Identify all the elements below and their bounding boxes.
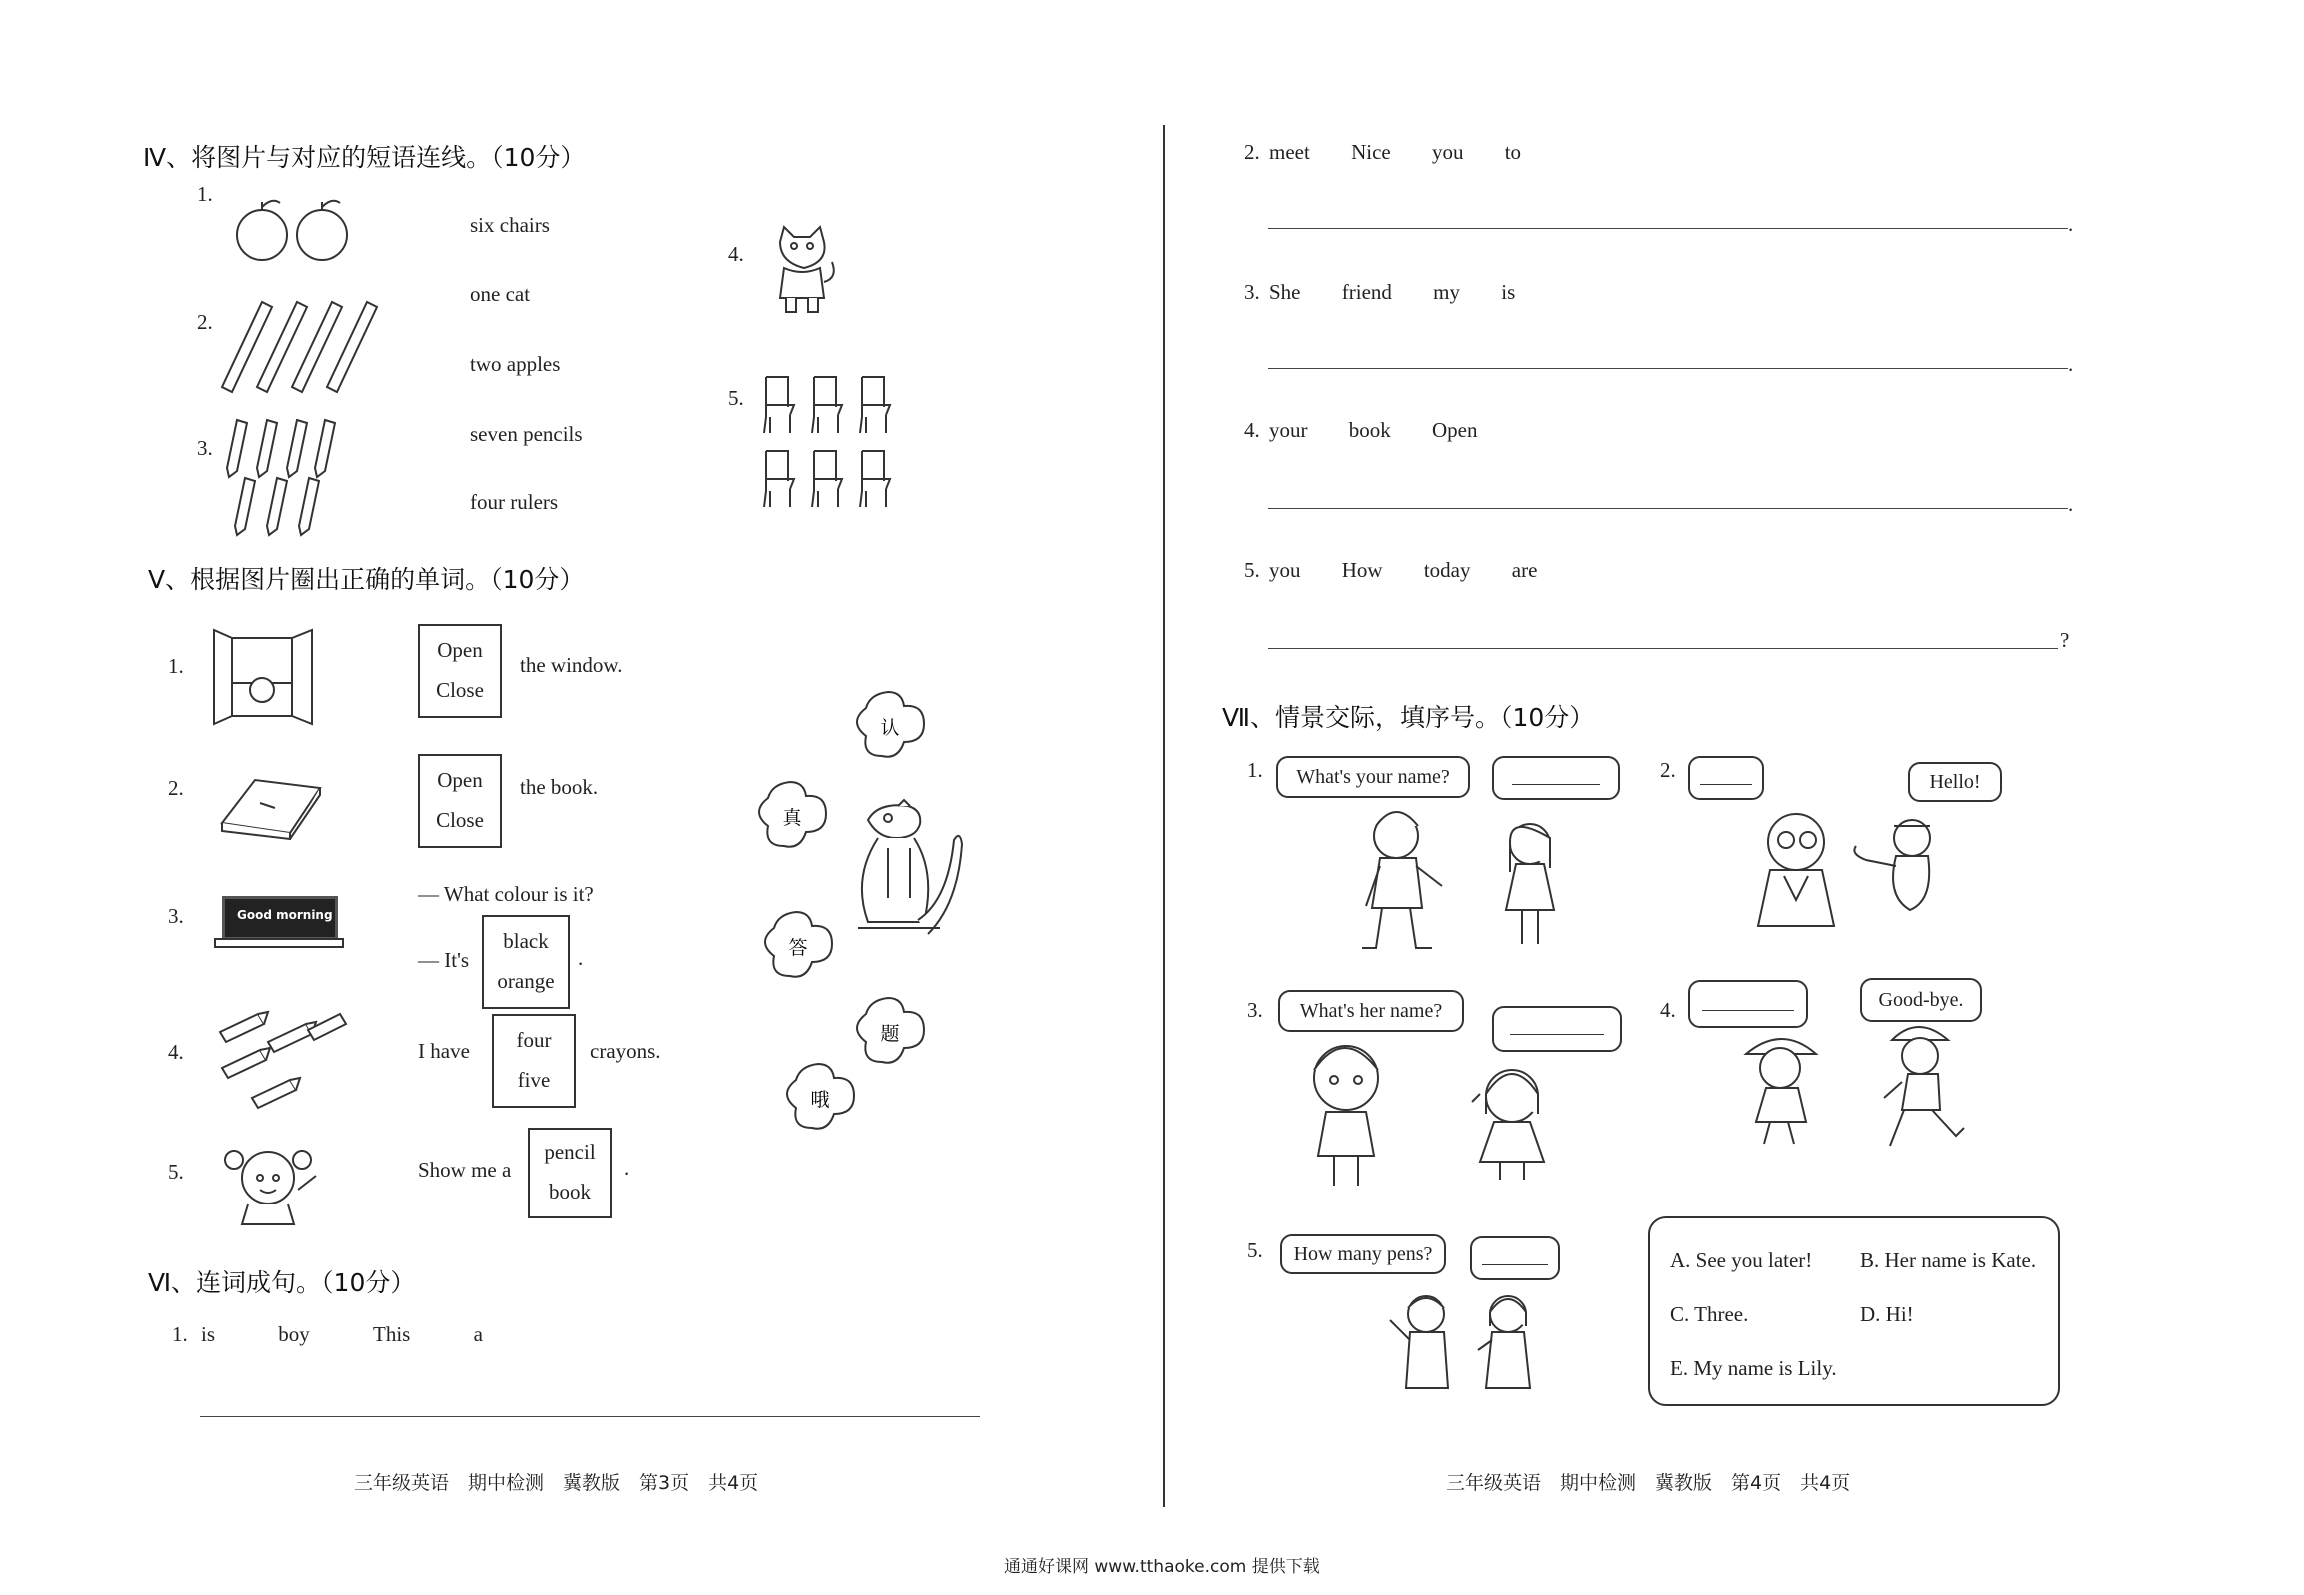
answer-bubble[interactable] bbox=[1688, 756, 1764, 800]
phrase: four rulers bbox=[470, 490, 559, 514]
girl-with-hat-picture bbox=[1736, 1030, 1826, 1150]
option-orange[interactable]: orange bbox=[497, 969, 555, 993]
boy-picture bbox=[1386, 1290, 1466, 1400]
word: is bbox=[201, 1322, 216, 1346]
option-book[interactable]: book bbox=[549, 1180, 591, 1204]
word: She bbox=[1269, 280, 1301, 304]
item-number: 2. bbox=[1244, 140, 1260, 164]
item-number: 4. bbox=[1244, 418, 1260, 442]
word: meet bbox=[1269, 140, 1310, 164]
section-6-title: Ⅵ、连词成句。（10分） bbox=[148, 1268, 416, 1297]
crayons-picture bbox=[218, 1010, 353, 1105]
option-pencil[interactable]: pencil bbox=[544, 1140, 596, 1164]
option-e: E. My name is Lily. bbox=[1670, 1356, 1837, 1380]
answer-bubble[interactable] bbox=[1688, 980, 1808, 1028]
flower-char: 认 bbox=[880, 717, 900, 739]
flower-char: 答 bbox=[788, 937, 808, 959]
word: boy bbox=[278, 1322, 310, 1346]
phrase: one cat bbox=[470, 282, 531, 306]
speech-bubble: Good-bye. bbox=[1860, 978, 1982, 1022]
flower-decoration bbox=[758, 910, 838, 982]
flower-char: 哦 bbox=[810, 1089, 830, 1111]
word: your bbox=[1269, 418, 1308, 442]
option-four[interactable]: four bbox=[516, 1028, 552, 1052]
word-choice-box[interactable] bbox=[528, 1128, 612, 1218]
section-4-title: Ⅳ、将图片与对应的短语连线。（10分） bbox=[143, 143, 586, 172]
book-picture bbox=[220, 778, 325, 838]
source-watermark: 通通好课网 www.tthaoke.com 提供下载 bbox=[1004, 1557, 1320, 1577]
scrambled-sentence-4 bbox=[1244, 418, 1478, 443]
word: is bbox=[1501, 280, 1516, 304]
phrase: two apples bbox=[470, 352, 561, 376]
item-number: 3. bbox=[1247, 998, 1263, 1022]
cat-picture bbox=[770, 222, 835, 317]
flower-decoration bbox=[752, 780, 832, 852]
boy-picture bbox=[1350, 806, 1460, 956]
word: friend bbox=[1341, 280, 1392, 304]
word: you bbox=[1431, 140, 1464, 164]
item-number: 1. bbox=[197, 182, 213, 206]
answer-line[interactable] bbox=[1268, 368, 2068, 369]
sentence-end-mark: . bbox=[2068, 352, 2074, 376]
page-divider bbox=[1163, 125, 1165, 1507]
option-black[interactable]: black bbox=[503, 929, 549, 953]
phrase: seven pencils bbox=[470, 422, 583, 446]
item-number: 4. bbox=[1660, 998, 1676, 1022]
speech-bubble: How many pens? bbox=[1280, 1234, 1446, 1274]
word: are bbox=[1511, 558, 1538, 582]
word: a bbox=[473, 1322, 483, 1346]
item-number: 5. bbox=[728, 386, 744, 410]
character-waving-picture bbox=[1840, 808, 1950, 918]
answer-bubble[interactable] bbox=[1492, 1006, 1622, 1052]
scrambled-sentence-5 bbox=[1244, 558, 1537, 583]
sentence-start: — It's bbox=[418, 948, 470, 972]
word: you bbox=[1269, 558, 1301, 582]
sentence-end: the window. bbox=[520, 653, 623, 677]
boy-running-picture bbox=[1872, 1016, 1972, 1156]
word: This bbox=[373, 1322, 411, 1346]
word: to bbox=[1504, 140, 1522, 164]
boy-picture bbox=[1298, 1040, 1398, 1190]
sentence-end: crayons. bbox=[590, 1039, 661, 1063]
item-number: 2. bbox=[1660, 758, 1676, 782]
sentence-start: I have bbox=[418, 1039, 470, 1063]
item-number: 1. bbox=[1247, 758, 1263, 782]
sentence-end: . bbox=[578, 946, 584, 970]
answer-bubble[interactable] bbox=[1492, 756, 1620, 800]
option-open[interactable]: Open bbox=[437, 768, 483, 792]
flower-decoration bbox=[850, 996, 930, 1068]
pencils-picture bbox=[225, 418, 340, 538]
sentence-end: . bbox=[624, 1156, 630, 1180]
word: today bbox=[1423, 558, 1471, 582]
girl-picture bbox=[218, 1140, 328, 1225]
item-number: 4. bbox=[168, 1040, 184, 1064]
answer-bubble[interactable] bbox=[1470, 1236, 1560, 1280]
item-number: 1. bbox=[168, 654, 184, 678]
option-close[interactable]: Close bbox=[436, 678, 484, 702]
scrambled-sentence-3 bbox=[1244, 280, 1515, 305]
girl-picture bbox=[1496, 816, 1566, 951]
item-number: 3. bbox=[168, 904, 184, 928]
sentence-end: the book. bbox=[520, 775, 599, 799]
word-choice-box[interactable] bbox=[418, 624, 502, 718]
chairs-picture bbox=[762, 375, 912, 515]
blackboard-text: Good morning bbox=[237, 908, 333, 922]
speech-bubble: What's her name? bbox=[1278, 990, 1464, 1032]
option-c: C. Three. bbox=[1670, 1302, 1749, 1326]
word: my bbox=[1433, 280, 1460, 304]
scrambled-sentence-1 bbox=[172, 1322, 483, 1347]
phrase: six chairs bbox=[470, 213, 550, 237]
word: book bbox=[1348, 418, 1391, 442]
word-choice-box[interactable] bbox=[418, 754, 502, 848]
item-number: 5. bbox=[168, 1160, 184, 1184]
page-footer-left: 三年级英语 期中检测 冀教版 第3页 共4页 bbox=[354, 1472, 759, 1494]
flower-decoration bbox=[780, 1062, 860, 1134]
answer-line[interactable] bbox=[200, 1416, 980, 1417]
option-close[interactable]: Close bbox=[436, 808, 484, 832]
item-number: 3. bbox=[197, 436, 213, 460]
window-picture bbox=[210, 628, 320, 723]
speech-bubble: Hello! bbox=[1908, 762, 2002, 802]
option-b: B. Her name is Kate. bbox=[1860, 1248, 2037, 1272]
sentence-end-mark: . bbox=[2068, 212, 2074, 236]
item-number: 2. bbox=[197, 310, 213, 334]
page-footer-right: 三年级英语 期中检测 冀教版 第4页 共4页 bbox=[1446, 1472, 1851, 1494]
word-choice-box[interactable] bbox=[482, 915, 570, 1009]
boy-with-glasses-picture bbox=[1750, 806, 1845, 936]
item-number: 5. bbox=[1244, 558, 1260, 582]
word: How bbox=[1341, 558, 1383, 582]
item-number: 4. bbox=[728, 242, 744, 266]
option-a: A. See you later! bbox=[1670, 1248, 1813, 1272]
word: Open bbox=[1432, 418, 1478, 442]
rulers-picture bbox=[222, 302, 382, 397]
speech-bubble: What's your name? bbox=[1276, 756, 1470, 798]
blackboard-ledge bbox=[214, 938, 344, 948]
apples-picture bbox=[234, 205, 354, 265]
item-number: 1. bbox=[172, 1322, 188, 1346]
sentence-start: Show me a bbox=[418, 1158, 512, 1182]
answer-line[interactable] bbox=[1268, 648, 2058, 649]
item-number: 2. bbox=[168, 776, 184, 800]
flower-char: 题 bbox=[880, 1023, 900, 1045]
answer-line[interactable] bbox=[1268, 508, 2068, 509]
item-number: 5. bbox=[1247, 1238, 1263, 1262]
item-number: 3. bbox=[1244, 280, 1260, 304]
blackboard-picture bbox=[222, 896, 338, 940]
scrambled-sentence-2 bbox=[1244, 140, 1521, 165]
option-open[interactable]: Open bbox=[437, 638, 483, 662]
word: Nice bbox=[1351, 140, 1391, 164]
word-choice-box[interactable] bbox=[492, 1014, 576, 1108]
question: — What colour is it? bbox=[418, 882, 594, 906]
flower-char: 真 bbox=[782, 807, 802, 829]
kangaroo-picture bbox=[848, 800, 968, 960]
girl-picture bbox=[1466, 1064, 1556, 1184]
girl-picture bbox=[1468, 1290, 1548, 1400]
section-7-title: Ⅶ、情景交际，填序号。（10分） bbox=[1222, 703, 1595, 732]
flower-decoration bbox=[850, 690, 930, 762]
option-five[interactable]: five bbox=[517, 1068, 551, 1092]
sentence-end-mark: . bbox=[2068, 492, 2074, 516]
section-5-title: Ⅴ、根据图片圈出正确的单词。（10分） bbox=[148, 565, 585, 594]
sentence-end-mark: ? bbox=[2060, 628, 2070, 652]
option-d: D. Hi! bbox=[1860, 1302, 1914, 1326]
answer-options-box bbox=[1648, 1216, 2060, 1406]
answer-line[interactable] bbox=[1268, 228, 2068, 229]
